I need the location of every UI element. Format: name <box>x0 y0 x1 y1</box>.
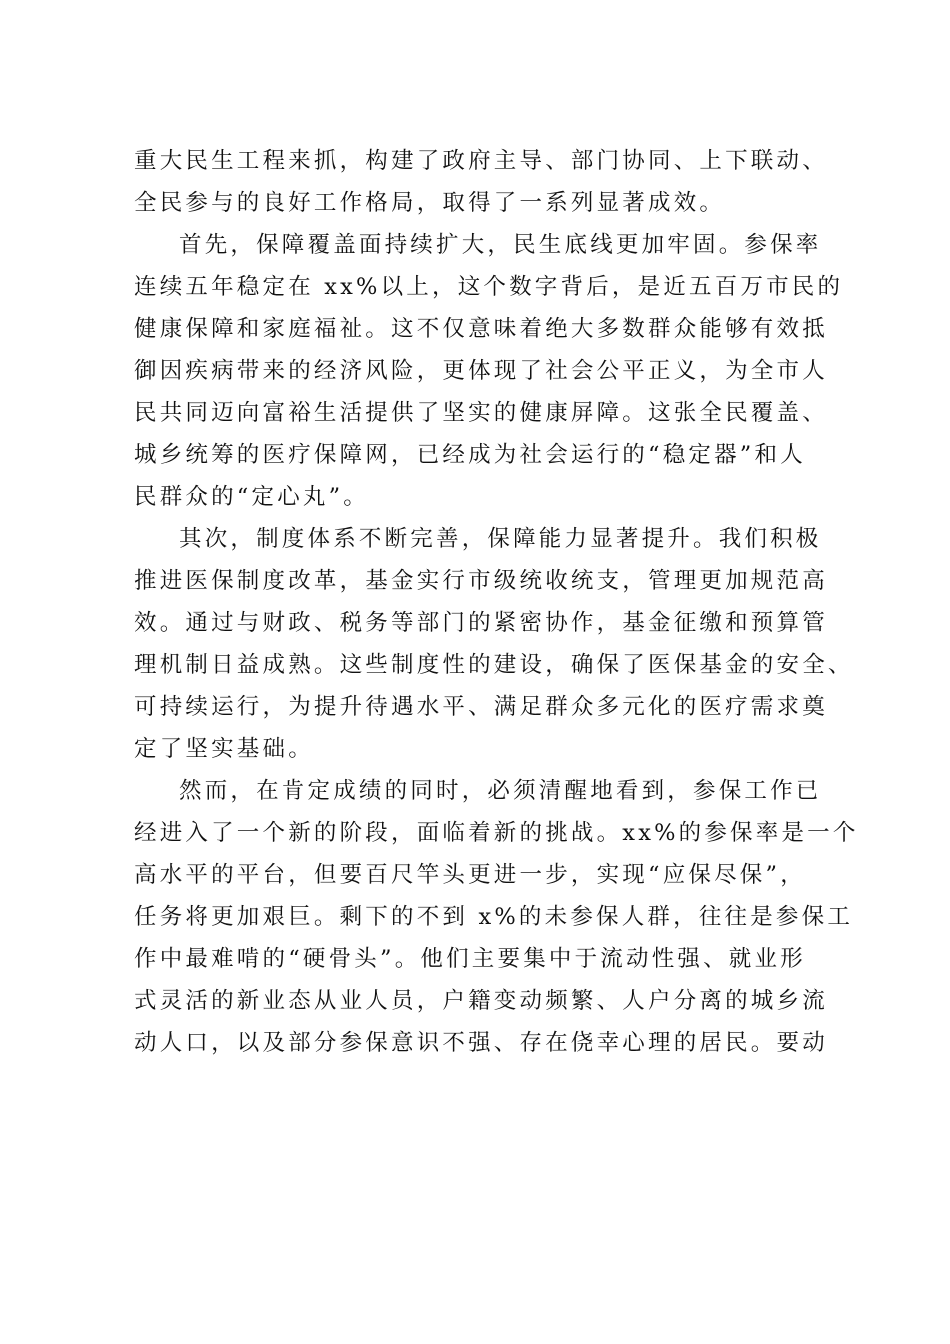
text-line: 连续五年稳定在 xx%以上，这个数字背后，是近五百万市民的 <box>134 274 844 300</box>
text-line: 任务将更加艰巨。剩下的不到 x%的未参保人群，往往是参保工 <box>134 904 854 930</box>
text-line: 理机制日益成熟。这些制度性的建设，确保了医保基金的安全、 <box>134 652 854 678</box>
text-line: 然而，在肯定成绩的同时，必须清醒地看到，参保工作已 <box>179 778 822 804</box>
text-line: 民群众的“定心丸”。 <box>134 484 370 510</box>
paragraph-intro-continuation <box>134 140 854 224</box>
body-text <box>134 140 859 1064</box>
paragraph-challenges <box>134 770 859 1064</box>
text-line: 城乡统筹的医疗保障网，已经成为社会运行的“稳定器”和人 <box>134 442 806 468</box>
text-line: 式灵活的新业态从业人员，户籍变动频繁、人户分离的城乡流 <box>134 988 828 1014</box>
text-line: 高水平的平台，但要百尺竿头更进一步，实现“应保尽保”， <box>134 862 806 888</box>
text-line: 效。通过与财政、税务等部门的紧密协作，基金征缴和预算管 <box>134 610 828 636</box>
text-line: 首先，保障覆盖面持续扩大，民生底线更加牢固。参保率 <box>179 232 822 258</box>
text-line: 作中最难啃的“硬骨头”。他们主要集中于流动性强、就业形 <box>134 946 806 972</box>
text-line: 可持续运行，为提升待遇水平、满足群众多元化的医疗需求奠 <box>134 694 828 720</box>
text-line: 动人口，以及部分参保意识不强、存在侥幸心理的居民。要动 <box>134 1030 828 1056</box>
text-line: 全民参与的良好工作格局，取得了一系列显著成效。 <box>134 190 726 216</box>
paragraph-first-point <box>134 224 854 518</box>
text-line: 其次，制度体系不断完善，保障能力显著提升。我们积极 <box>179 526 822 552</box>
text-line: 推进医保制度改革，基金实行市级统收统支，管理更加规范高 <box>134 568 828 594</box>
paragraph-second-point <box>134 518 854 770</box>
text-line: 定了坚实基础。 <box>134 736 314 762</box>
text-line: 经进入了一个新的阶段，面临着新的挑战。xx%的参保率是一个 <box>134 820 859 846</box>
text-line: 御因疾病带来的经济风险，更体现了社会公平正义，为全市人 <box>134 358 828 384</box>
text-line: 民共同迈向富裕生活提供了坚实的健康屏障。这张全民覆盖、 <box>134 400 828 426</box>
text-line: 重大民生工程来抓，构建了政府主导、部门协同、上下联动、 <box>134 148 828 174</box>
text-line: 健康保障和家庭福祉。这不仅意味着绝大多数群众能够有效抵 <box>134 316 828 342</box>
